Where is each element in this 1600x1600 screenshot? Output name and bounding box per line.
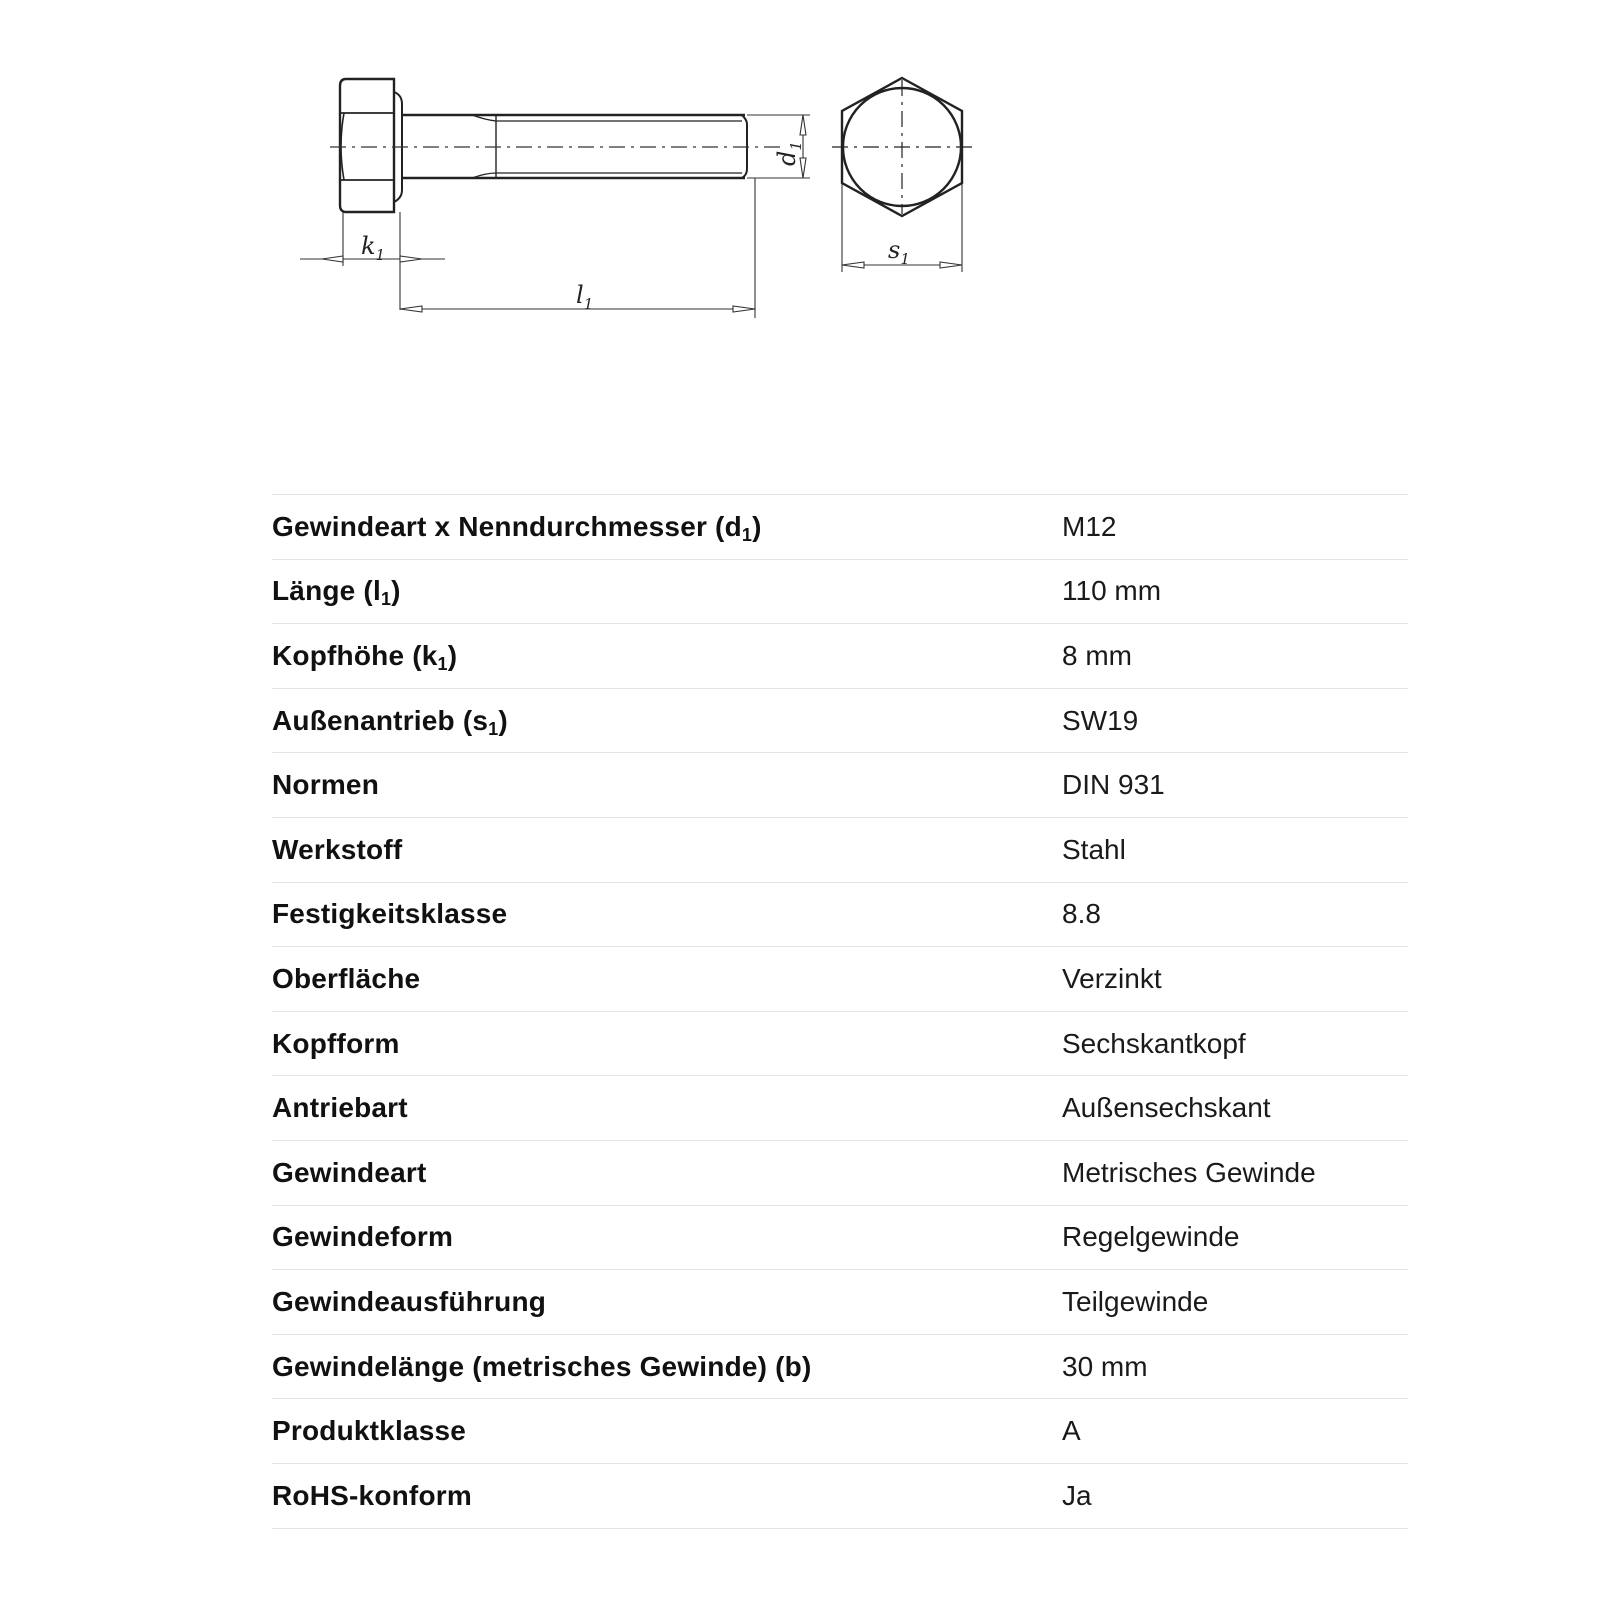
spec-label-suffix: ) bbox=[391, 575, 401, 607]
dim-label-k: $k_1$ bbox=[361, 232, 386, 264]
spec-label bbox=[272, 559, 1062, 624]
spec-value: Regelgewinde bbox=[1062, 1221, 1240, 1253]
spec-label bbox=[272, 1140, 1062, 1205]
spec-value: 8 mm bbox=[1062, 639, 1132, 671]
spec-value: 30 mm bbox=[1062, 1350, 1148, 1382]
spec-row bbox=[272, 1140, 1408, 1205]
spec-label-text: Gewindelänge (metrisches Gewinde) (b) bbox=[272, 1350, 812, 1382]
spec-label bbox=[272, 1205, 1062, 1270]
spec-label-text: Gewindeausführung bbox=[272, 1285, 547, 1317]
spec-value: 110 mm bbox=[1062, 575, 1162, 607]
spec-label-text: Produktklasse bbox=[272, 1415, 467, 1447]
spec-label-subscript: 1 bbox=[741, 524, 753, 545]
spec-label-subscript: 1 bbox=[488, 718, 499, 739]
spec-table bbox=[272, 494, 1408, 1529]
spec-row bbox=[272, 624, 1408, 689]
spec-value: Teilgewinde bbox=[1062, 1285, 1209, 1317]
dimension-lines bbox=[300, 115, 962, 318]
spec-label-text: Gewindeart x Nenndurchmesser (d bbox=[272, 510, 742, 542]
spec-row bbox=[272, 753, 1408, 818]
dim-label-s: $s_1$ bbox=[888, 236, 910, 268]
spec-label-subscript: 1 bbox=[380, 589, 392, 610]
spec-row bbox=[272, 882, 1408, 947]
spec-value: Außensechskant bbox=[1062, 1092, 1271, 1124]
spec-label-text: Oberfläche bbox=[272, 962, 421, 994]
spec-value: Sechskantkopf bbox=[1062, 1027, 1246, 1059]
spec-label bbox=[272, 1011, 1062, 1076]
spec-row bbox=[272, 1334, 1408, 1399]
spec-label bbox=[272, 1076, 1062, 1141]
spec-label-text: Außenantrieb (s bbox=[272, 704, 489, 736]
spec-label bbox=[272, 947, 1062, 1012]
spec-row bbox=[272, 495, 1408, 560]
spec-value: DIN 931 bbox=[1062, 769, 1165, 801]
spec-value: Ja bbox=[1062, 1479, 1092, 1511]
spec-label bbox=[272, 753, 1062, 818]
spec-label-suffix: ) bbox=[752, 510, 762, 542]
spec-label bbox=[272, 495, 1062, 560]
spec-row bbox=[272, 1463, 1408, 1528]
spec-label-text: Gewindeart bbox=[272, 1156, 427, 1188]
spec-value: 8.8 bbox=[1062, 898, 1101, 930]
dim-label-d: $d_1$ bbox=[773, 141, 805, 166]
spec-label-text: Gewindeform bbox=[272, 1221, 454, 1253]
spec-label bbox=[272, 1399, 1062, 1464]
spec-label-text: Kopfform bbox=[272, 1027, 400, 1059]
spec-row bbox=[272, 688, 1408, 753]
spec-label bbox=[272, 1334, 1062, 1399]
spec-value: Verzinkt bbox=[1062, 962, 1162, 994]
spec-label-text: Antriebart bbox=[272, 1092, 408, 1124]
bolt-end-view bbox=[832, 78, 972, 216]
spec-value: Stahl bbox=[1062, 833, 1126, 865]
spec-row bbox=[272, 559, 1408, 624]
spec-label-suffix: ) bbox=[447, 639, 458, 671]
spec-row bbox=[272, 947, 1408, 1012]
spec-label-text: Länge (l bbox=[272, 575, 381, 607]
spec-label-text: Festigkeitsklasse bbox=[272, 898, 508, 930]
spec-label bbox=[272, 1463, 1062, 1528]
spec-value: SW19 bbox=[1062, 704, 1139, 736]
spec-label bbox=[272, 1270, 1062, 1335]
spec-label-text: Werkstoff bbox=[272, 833, 403, 865]
bolt-technical-drawing bbox=[280, 60, 1000, 340]
spec-row bbox=[272, 1205, 1408, 1270]
spec-label-suffix: ) bbox=[498, 704, 508, 736]
spec-label-text: RoHS-konform bbox=[272, 1479, 472, 1511]
spec-row bbox=[272, 1270, 1408, 1335]
spec-label-subscript: 1 bbox=[437, 653, 448, 674]
spec-value: Metrisches Gewinde bbox=[1062, 1156, 1316, 1188]
dim-label-l: $l_1$ bbox=[576, 281, 594, 313]
spec-value: M12 bbox=[1062, 510, 1117, 542]
spec-row bbox=[272, 817, 1408, 882]
bolt-side-view bbox=[340, 79, 747, 212]
spec-row bbox=[272, 1399, 1408, 1464]
spec-row bbox=[272, 1076, 1408, 1141]
spec-value: A bbox=[1062, 1415, 1081, 1447]
spec-label bbox=[272, 688, 1062, 753]
spec-row bbox=[272, 1011, 1408, 1076]
spec-label-text: Normen bbox=[272, 769, 379, 801]
spec-label bbox=[272, 882, 1062, 947]
spec-label bbox=[272, 817, 1062, 882]
spec-label bbox=[272, 624, 1062, 689]
spec-label-text: Kopfhöhe (k bbox=[272, 639, 438, 671]
